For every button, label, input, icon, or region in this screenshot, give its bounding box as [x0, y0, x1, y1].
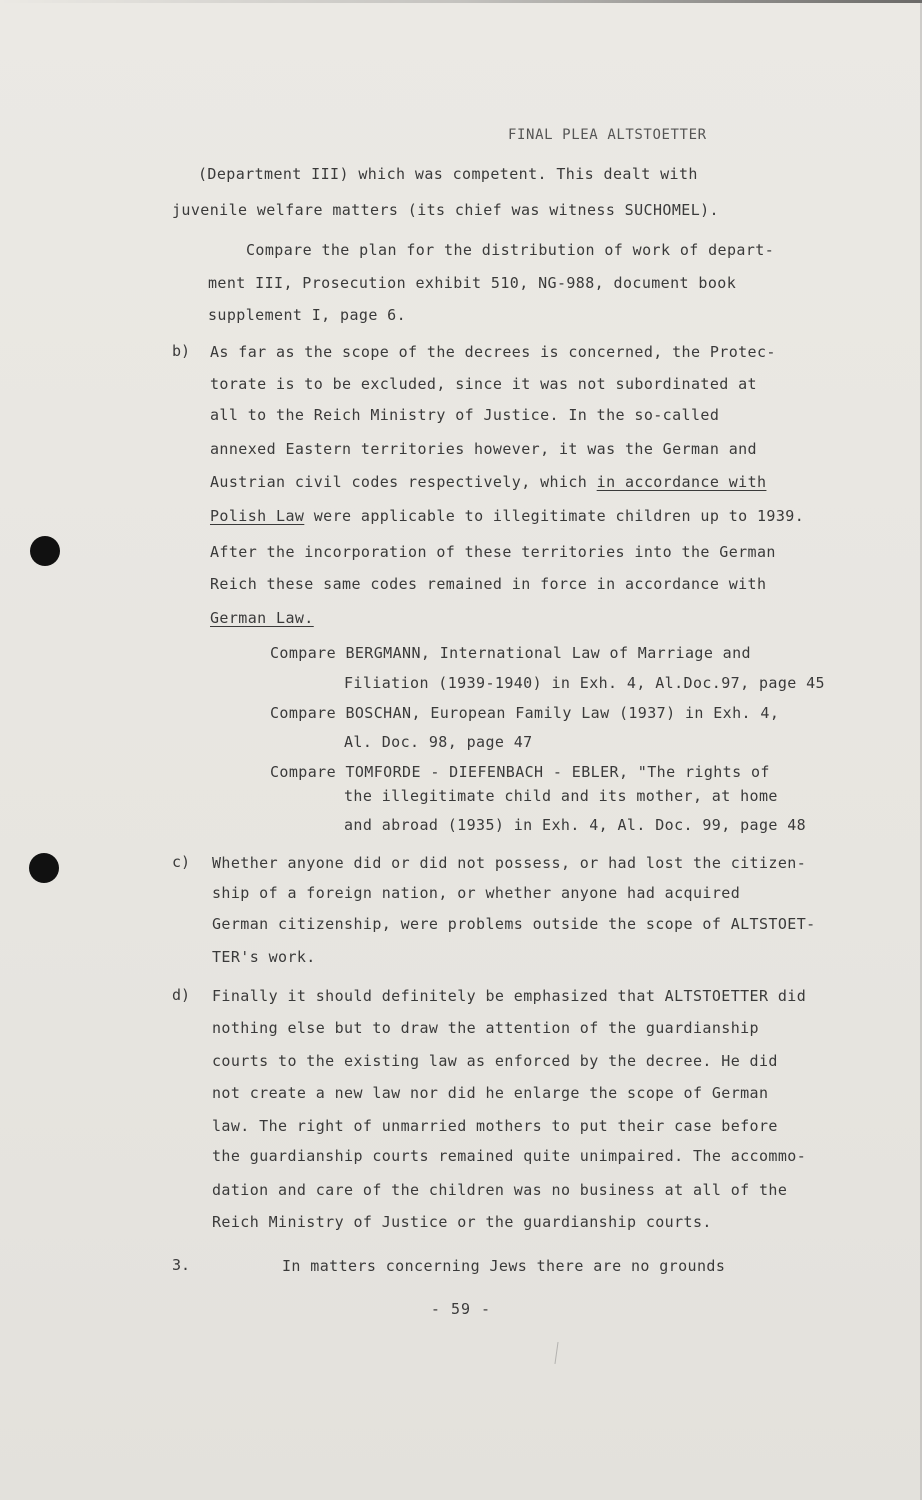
section-b-line: all to the Reich Ministry of Justice. In the so-called — [210, 406, 720, 424]
punch-hole-lower — [29, 853, 59, 883]
compare-ref-line: Filiation (1939-1940) in Exh. 4, Al.Doc.97, page 45 — [344, 674, 825, 692]
underlined-phrase: in accordance with — [596, 473, 767, 491]
compare-plan-line: supplement I, page 6. — [208, 306, 407, 324]
section-b-line: annexed Eastern territories however, it was the German and — [210, 440, 757, 458]
section-c-label: c) — [172, 853, 191, 871]
section-3-line: In matters concerning Jews there are no grounds — [282, 1257, 726, 1275]
section-d-line: Reich Ministry of Justice or the guardianship courts. — [212, 1213, 712, 1231]
section-d-line: law. The right of unmarried mothers to put their case before — [212, 1117, 778, 1135]
section-b-line: As far as the scope of the decrees is concerned, the Protec- — [210, 343, 776, 361]
compare-ref-line: and abroad (1935) in Exh. 4, Al. Doc. 99, page 48 — [344, 816, 807, 834]
compare-ref-line: Compare TOMFORDE - DIEFENBACH - EBLER, "The rights of — [270, 763, 770, 781]
section-b-line: After the incorporation of these territories into the German — [210, 543, 776, 561]
compare-ref-line: the illegitimate child and its mother, at home — [344, 787, 778, 805]
section-b-text: were applicable to illegitimate children up to 1939. — [304, 507, 805, 525]
section-c-line: German citizenship, were problems outside the scope of ALTSTOET- — [212, 915, 816, 933]
section-b-line: torate is to be excluded, since it was not subordinated at — [210, 375, 757, 393]
page-number: - 59 - — [430, 1300, 492, 1318]
section-d-line: the guardianship courts remained quite unimpaired. The accommo- — [212, 1147, 807, 1165]
compare-plan-line: ment III, Prosecution exhibit 510, NG-988, document book — [208, 274, 737, 292]
intro-line: juvenile welfare matters (its chief was witness SUCHOMEL). — [172, 201, 719, 219]
section-d-line: not create a new law nor did he enlarge the scope of German — [212, 1084, 769, 1102]
section-d-line: nothing else but to draw the attention of the guardianship — [212, 1019, 759, 1037]
section-d-line: Finally it should definitely be emphasized that ALTSTOETTER did — [212, 987, 807, 1005]
section-c-line: TER's work. — [212, 948, 316, 966]
section-b-line — [210, 506, 804, 526]
section-b-line: German Law. — [210, 609, 314, 627]
page-header: FINAL PLEA ALTSTOETTER — [508, 127, 707, 143]
section-d-line: courts to the existing law as enforced by the decree. He did — [212, 1052, 778, 1070]
section-b-line: Reich these same codes remained in force in accordance with — [210, 575, 767, 593]
section-b-label: b) — [172, 342, 191, 360]
section-b-line — [210, 472, 766, 492]
section-d-label: d) — [172, 986, 191, 1004]
section-3-label: 3. — [172, 1256, 191, 1274]
intro-line: (Department III) which was competent. This dealt with — [198, 165, 698, 183]
pencil-mark — [554, 1342, 558, 1364]
compare-plan-line: Compare the plan for the distribution of work of depart- — [246, 241, 775, 259]
section-c-line: ship of a foreign nation, or whether anyone had acquired — [212, 884, 741, 902]
underlined-phrase: Polish Law — [210, 507, 305, 525]
punch-hole-upper — [30, 536, 60, 566]
section-c-line: Whether anyone did or did not possess, or had lost the citizen- — [212, 854, 807, 872]
compare-ref-line: Compare BOSCHAN, European Family Law (1937) in Exh. 4, — [270, 704, 780, 722]
section-b-text: Austrian civil codes respectively, which — [210, 473, 597, 491]
compare-ref-line: Al. Doc. 98, page 47 — [344, 733, 533, 751]
compare-ref-line: Compare BERGMANN, International Law of Marriage and — [270, 644, 751, 662]
section-d-line: dation and care of the children was no business at all of the — [212, 1181, 788, 1199]
page-top-edge — [0, 0, 922, 3]
